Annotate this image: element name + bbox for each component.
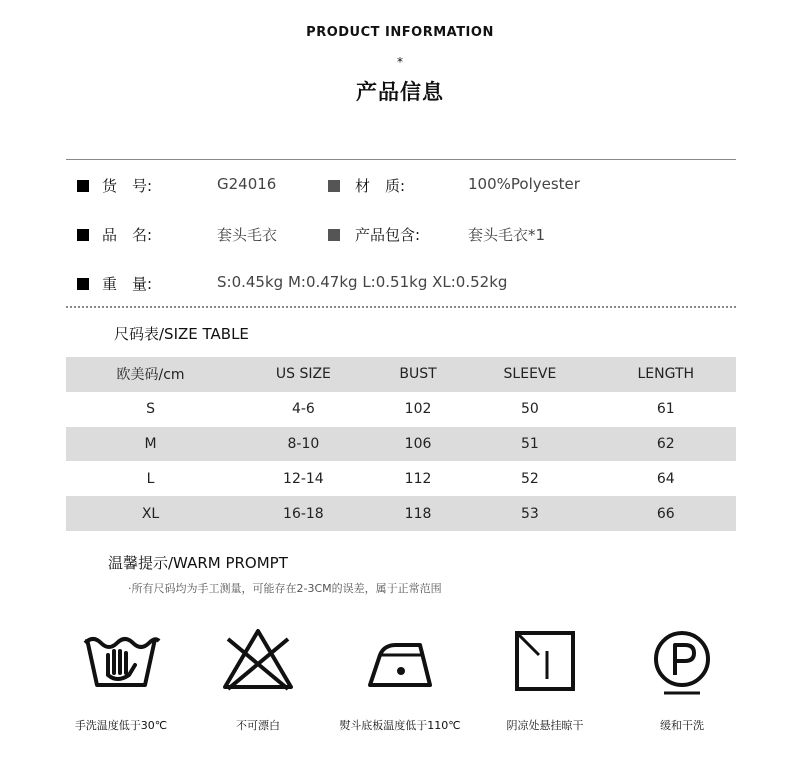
divider-solid bbox=[66, 159, 736, 160]
size-table-title: 尺码表/SIZE TABLE bbox=[114, 325, 249, 343]
line-dry-shade-icon bbox=[505, 625, 585, 695]
table-cell: 52 bbox=[521, 470, 539, 487]
care-item bbox=[198, 625, 318, 732]
table-header-row bbox=[66, 357, 736, 392]
table-row bbox=[66, 461, 736, 496]
package-value: 套头毛衣*1 bbox=[468, 226, 546, 244]
table-cell: 102 bbox=[404, 401, 432, 418]
bullet-icon bbox=[77, 229, 89, 241]
table-cell: M bbox=[144, 435, 157, 452]
table-cell: 4-6 bbox=[291, 401, 315, 418]
sku-label: 货 号: bbox=[102, 177, 153, 195]
table-cell: 112 bbox=[404, 470, 432, 487]
warm-prompt-title: 温馨提示/WARM PROMPT bbox=[108, 554, 288, 572]
header-star: * bbox=[397, 55, 403, 69]
weight-value: S:0.45kg M:0.47kg L:0.51kg XL:0.52kg bbox=[217, 273, 508, 291]
size-table bbox=[66, 357, 736, 531]
material-value: 100%Polyester bbox=[468, 175, 580, 193]
iron-low-temp-icon bbox=[360, 625, 440, 695]
table-cell: 66 bbox=[656, 505, 675, 522]
table-cell: 106 bbox=[404, 435, 432, 452]
header-title-en: PRODUCT INFORMATION bbox=[306, 25, 494, 40]
sku-value: G24016 bbox=[217, 175, 277, 193]
table-cell: 16-18 bbox=[283, 505, 324, 522]
package-label: 产品包含: bbox=[355, 226, 421, 244]
table-cell: 51 bbox=[521, 435, 539, 452]
table-cell: 64 bbox=[656, 470, 675, 487]
table-header-cell: LENGTH bbox=[637, 366, 695, 383]
table-cell: 12-14 bbox=[283, 470, 324, 487]
care-label: 不可漂白 bbox=[236, 719, 280, 732]
care-label: 阴凉处悬挂晾干 bbox=[506, 719, 584, 732]
table-header-cell: SLEEVE bbox=[503, 366, 557, 383]
bullet-icon bbox=[328, 180, 340, 192]
header-title-cn: 产品信息 bbox=[356, 80, 444, 104]
care-label: 缓和干洗 bbox=[660, 719, 704, 732]
name-value: 套头毛衣 bbox=[217, 226, 278, 244]
table-cell: 118 bbox=[404, 505, 432, 522]
table-cell: XL bbox=[141, 505, 160, 522]
table-cell: 62 bbox=[656, 435, 675, 452]
table-row bbox=[66, 427, 736, 462]
weight-label: 重 量: bbox=[102, 275, 153, 293]
table-cell: 50 bbox=[521, 401, 539, 418]
bullet-icon bbox=[328, 229, 340, 241]
care-item bbox=[622, 625, 742, 732]
care-label: 手洗温度低于30℃ bbox=[74, 719, 168, 732]
bullet-icon bbox=[77, 180, 89, 192]
table-row bbox=[66, 392, 736, 427]
name-label: 品 名: bbox=[102, 226, 153, 244]
hand-wash-icon bbox=[81, 625, 161, 695]
no-bleach-icon bbox=[218, 625, 298, 695]
table-cell: 8-10 bbox=[287, 435, 320, 452]
table-cell: 61 bbox=[656, 401, 675, 418]
table-row bbox=[66, 496, 736, 531]
bullet-icon bbox=[77, 278, 89, 290]
divider-dotted bbox=[66, 306, 736, 308]
table-cell: S bbox=[146, 401, 155, 418]
care-item bbox=[339, 625, 461, 732]
table-cell: 53 bbox=[521, 505, 539, 522]
table-header-cell: US SIZE bbox=[275, 366, 331, 383]
care-label: 熨斗底板温度低于110℃ bbox=[339, 719, 461, 732]
table-header-cell: 欧美码/cm bbox=[116, 367, 185, 384]
table-header-cell: BUST bbox=[399, 366, 437, 383]
care-item bbox=[485, 625, 605, 732]
warm-prompt-note: ·所有尺码均为手工测量，可能存在2-3CM的误差，属于正常范围 bbox=[128, 582, 442, 595]
dry-clean-p-icon bbox=[642, 625, 722, 695]
table-cell: L bbox=[146, 470, 155, 487]
material-label: 材 质: bbox=[355, 177, 406, 195]
care-item bbox=[61, 625, 181, 732]
